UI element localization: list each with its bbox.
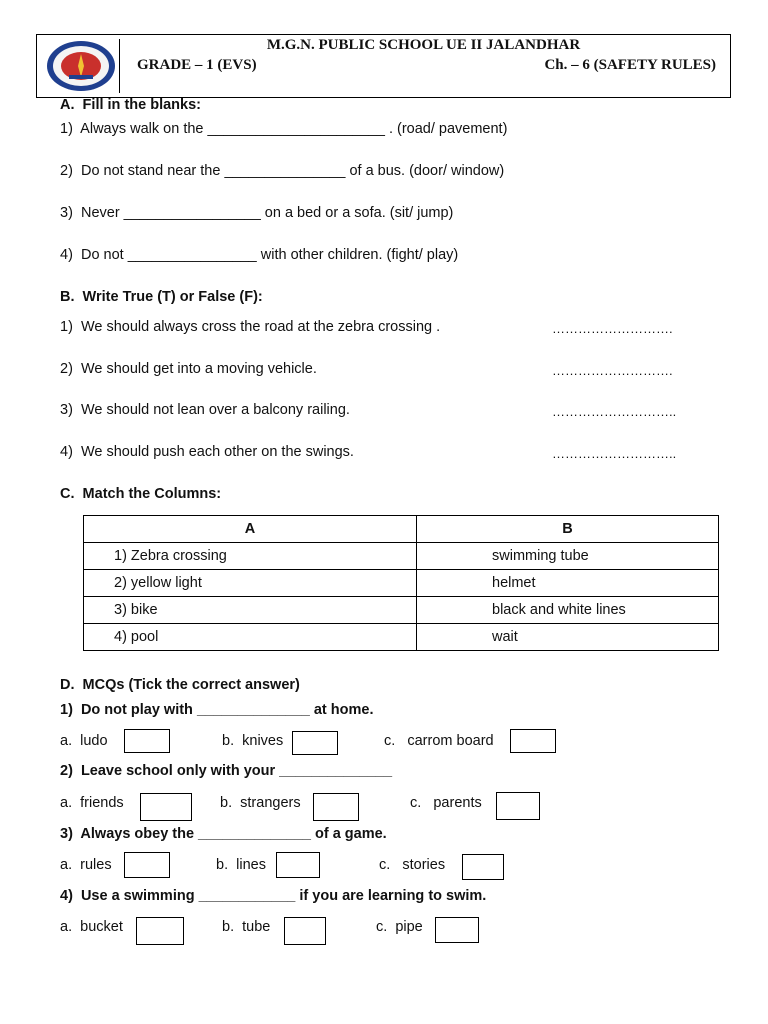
section-a-title: A. Fill in the blanks: xyxy=(60,97,201,113)
column-a-cell: 2) yellow light xyxy=(84,570,417,597)
column-a-header: A xyxy=(84,516,417,543)
match-columns-table xyxy=(83,515,719,651)
mcq-2-option-a: a. friends xyxy=(60,795,124,811)
chapter-label: Ch. – 6 (SAFETY RULES) xyxy=(544,57,716,73)
table-row xyxy=(84,597,719,624)
mcq-4-option-b: b. tube xyxy=(222,919,271,935)
mcq-4-checkbox-c[interactable] xyxy=(435,917,479,943)
mcq-2-option-b: b. strangers xyxy=(220,795,301,811)
mcq-1-checkbox-a[interactable] xyxy=(124,729,170,753)
section-d-title: D. MCQs (Tick the correct answer) xyxy=(60,677,300,693)
column-b-header: B xyxy=(417,516,719,543)
worksheet-header xyxy=(36,34,731,98)
section-c-title: C. Match the Columns: xyxy=(60,486,222,502)
answer-dots-1[interactable]: ………………………. xyxy=(552,321,673,336)
mcq-1-checkbox-c[interactable] xyxy=(510,729,556,753)
mcq-3-option-b: b. lines xyxy=(216,857,266,873)
mcq-3-option-c: c. stories xyxy=(379,857,446,873)
school-name: M.G.N. PUBLIC SCHOOL UE II JALANDHAR xyxy=(266,37,581,53)
mcq-4-checkbox-a[interactable] xyxy=(136,917,184,945)
answer-dots-2[interactable]: ………………………. xyxy=(552,363,673,378)
mcq-4-option-c: c. pipe xyxy=(376,919,423,935)
fill-blank-4[interactable]: 4) Do not ________________ with other children. (fight/ play) xyxy=(60,247,459,263)
mcq-question-1: 1) Do not play with ______________ at home. xyxy=(60,702,374,718)
mcq-question-3: 3) Always obey the ______________ of a game. xyxy=(60,826,387,842)
column-b-cell: swimming tube xyxy=(417,543,719,570)
fill-blank-2[interactable]: 2) Do not stand near the _______________ of a bus. (door/ window) xyxy=(60,163,505,179)
fill-blank-1[interactable]: 1) Always walk on the ______________________ . (road/ pavement) xyxy=(60,121,508,137)
column-a-cell: 4) pool xyxy=(84,624,417,651)
column-b-cell: black and white lines xyxy=(417,597,719,624)
mcq-1-option-b: b. knives xyxy=(222,733,284,749)
table-row xyxy=(84,624,719,651)
column-b-cell: wait xyxy=(417,624,719,651)
mcq-1-option-a: a. ludo xyxy=(60,733,108,749)
true-false-item-1: 1) We should always cross the road at the zebra crossing . xyxy=(60,319,441,335)
mcq-question-4: 4) Use a swimming ____________ if you are learning to swim. xyxy=(60,888,487,904)
mcq-3-checkbox-a[interactable] xyxy=(124,852,170,878)
mcq-question-2: 2) Leave school only with your ______________ xyxy=(60,763,393,779)
grade-label: GRADE – 1 (EVS) xyxy=(137,57,257,73)
mcq-1-option-c: c. carrom board xyxy=(384,733,494,749)
mcq-3-checkbox-b[interactable] xyxy=(276,852,320,878)
answer-dots-4[interactable]: ……………………….. xyxy=(552,446,677,461)
fill-blank-3[interactable]: 3) Never _________________ on a bed or a sofa. (sit/ jump) xyxy=(60,205,454,221)
table-row xyxy=(84,570,719,597)
table-header-row xyxy=(84,516,719,543)
mcq-2-checkbox-c[interactable] xyxy=(496,792,540,820)
mcq-4-checkbox-b[interactable] xyxy=(284,917,326,945)
mcq-2-checkbox-a[interactable] xyxy=(140,793,192,821)
mcq-1-checkbox-b[interactable] xyxy=(292,731,338,755)
true-false-item-4: 4) We should push each other on the swings. xyxy=(60,444,354,460)
column-a-cell: 1) Zebra crossing xyxy=(84,543,417,570)
mcq-2-option-c: c. parents xyxy=(410,795,482,811)
true-false-item-3: 3) We should not lean over a balcony railing. xyxy=(60,402,350,418)
section-b-title: B. Write True (T) or False (F): xyxy=(60,289,263,305)
answer-dots-3[interactable]: ……………………….. xyxy=(552,404,677,419)
mcq-2-checkbox-b[interactable] xyxy=(313,793,359,821)
mcq-3-option-a: a. rules xyxy=(60,857,112,873)
true-false-item-2: 2) We should get into a moving vehicle. xyxy=(60,361,317,377)
column-b-cell: helmet xyxy=(417,570,719,597)
mcq-3-checkbox-c[interactable] xyxy=(462,854,504,880)
column-a-cell: 3) bike xyxy=(84,597,417,624)
table-row xyxy=(84,543,719,570)
mcq-4-option-a: a. bucket xyxy=(60,919,123,935)
